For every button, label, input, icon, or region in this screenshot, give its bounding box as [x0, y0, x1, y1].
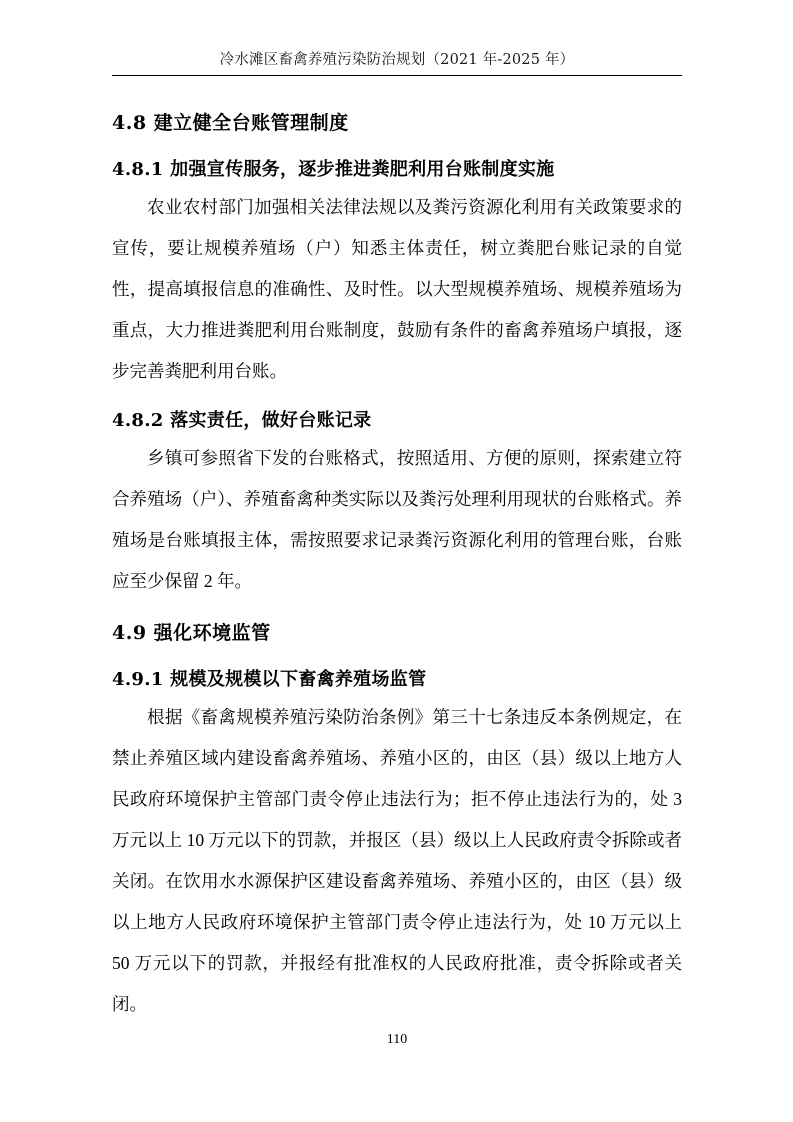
heading-4-8: 4.8 建立健全台账管理制度: [112, 112, 349, 134]
heading-4-8-2: 4.8.2 落实责任，做好台账记录: [112, 410, 372, 431]
heading-4-9-1: 4.9.1 规模及规模以下畜禽养殖场监管: [112, 669, 427, 690]
paragraph-4-8-2: 乡镇可参照省下发的台账格式，按照适用、方便的原则，探索建立符合养殖场（户）、养殖畜禽种类实际以及粪污处理利用现状的台账格式。养殖场是台账填报主体，需按照要求记录粪污资源化利用的管理台账，台账应至少保留 2 年。: [112, 448, 682, 591]
heading-4-8-1: 4.8.1 加强宣传服务，逐步推进粪肥利用台账制度实施: [112, 159, 555, 180]
heading-4-9: 4.9 强化环境监管: [112, 622, 271, 644]
paragraph-4-9-1: 根据《畜禽规模养殖污染防治条例》第三十七条违反本条例规定，在禁止养殖区域内建设畜禽养殖场、养殖小区的，由区（县）级以上地方人民政府环境保护主管部门责令停止违法行为；拒不停止违法行为的，处 3 万元以上 10 万元以下的罚款，并报区（县）级以上人民政府责令拆除或者关闭。在饮用水水源保护区建设畜禽养殖场、养殖小区的，由区（县）级以上地方人民政府环境保护主管部门责令停止违法行为，处 10 万元以上 50 万元以下的罚款，并报经有批准权的人民政府批准，责令拆除或者关闭。: [112, 707, 682, 1014]
page-number: 110: [386, 1032, 408, 1047]
page-header: 冷水滩区畜禽养殖污染防治规划（2021 年-2025 年）: [219, 52, 575, 68]
paragraph-4-8-1: 农业农村部门加强相关法律法规以及粪污资源化利用有关政策要求的宣传，要让规模养殖场（户）知悉主体责任，树立粪肥台账记录的自觉性，提高填报信息的准确性、及时性。以大型规模养殖场、规模养殖场为重点，大力推进粪肥利用台账制度，鼓励有条件的畜禽养殖场户填报，逐步完善粪肥利用台账。: [112, 197, 682, 381]
document-body: [112, 92, 682, 1025]
page-content: [112, 0, 682, 1122]
header-divider: [112, 75, 682, 76]
